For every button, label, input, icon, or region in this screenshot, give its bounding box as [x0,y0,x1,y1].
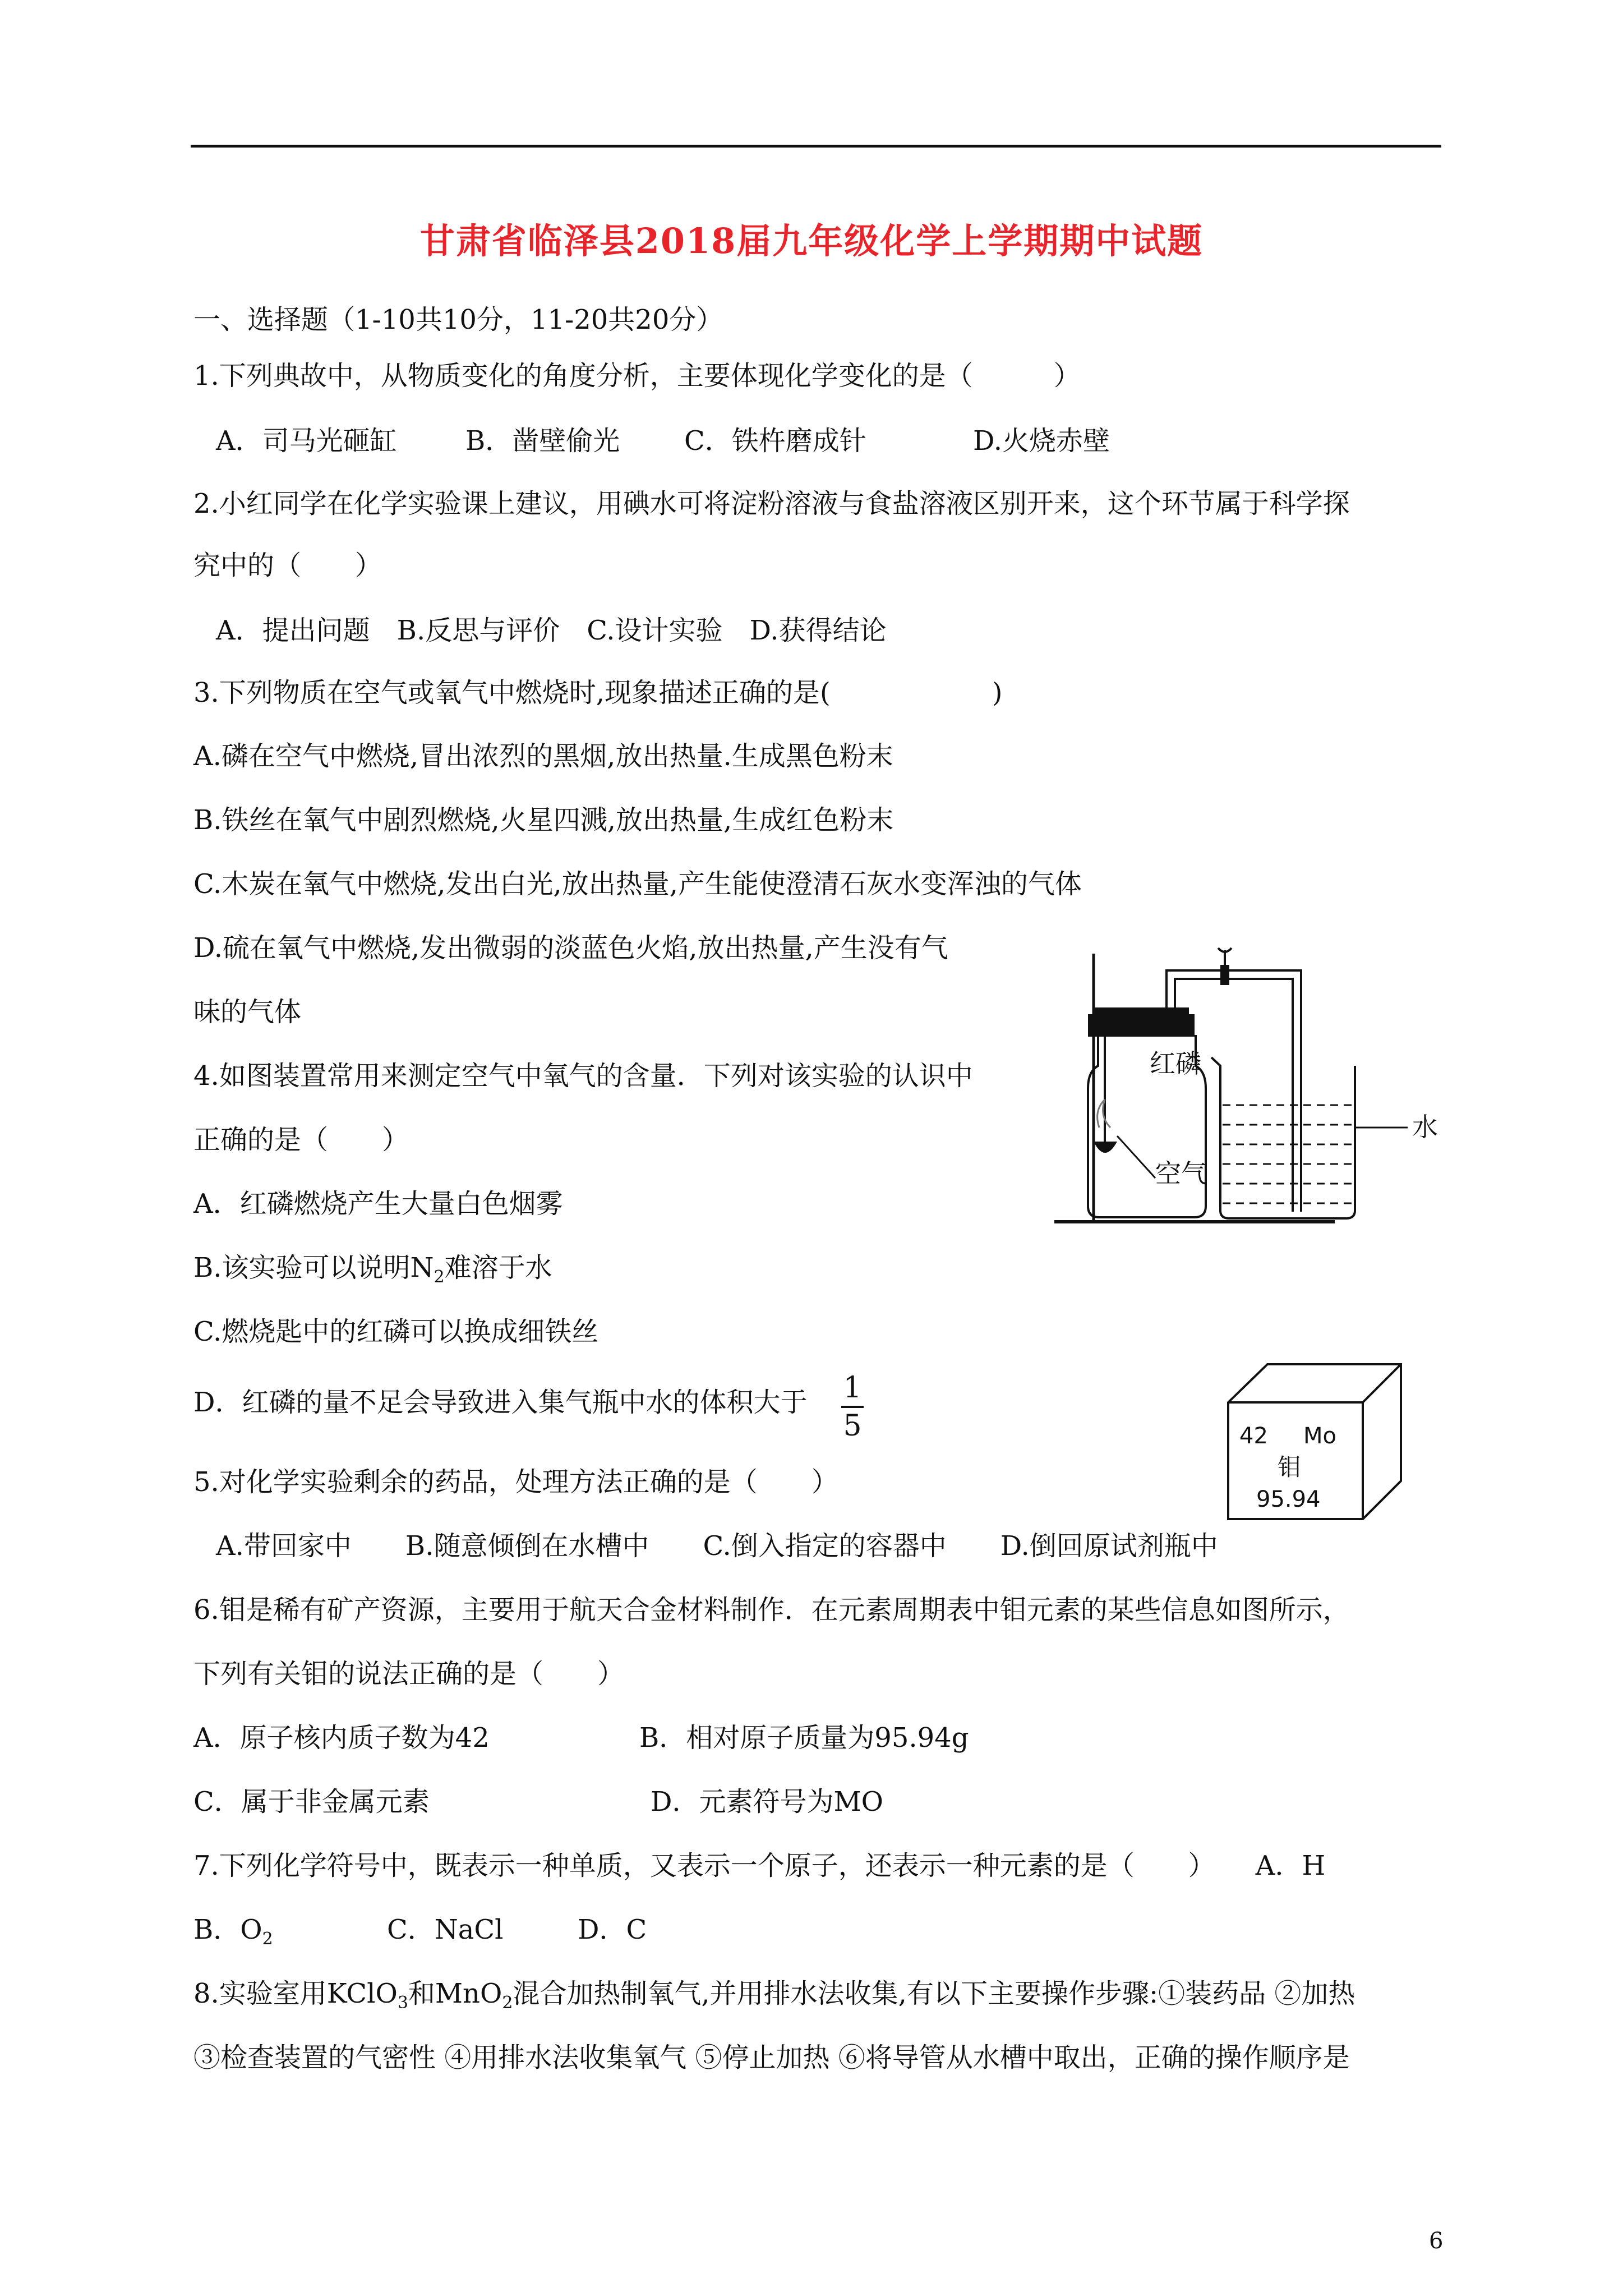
q1-stem: 1.下列典故中，从物质变化的角度分析，主要体现化学变化的是（ ） [193,360,1081,392]
q1-option-d: D.火烧赤壁 [973,425,1110,457]
fraction-denominator: 5 [843,1409,862,1443]
fraction-one-fifth [841,1372,864,1442]
q1-option-b: B．凿壁偷光 [465,425,620,457]
q3-option-c: C.木炭在氧气中燃烧,发出白光,放出热量,产生能使澄清石灰水变浑浊的气体 [193,868,1082,900]
q3-option-d-line1: D.硫在氧气中燃烧,发出微弱的淡蓝色火焰,放出热量,产生没有气 [193,932,948,964]
q3-option-b: B.铁丝在氧气中剧烈燃烧,火星四溅,放出热量,生成红色粉末 [193,804,894,836]
q1-option-c: C．铁杵磨成针 [684,425,866,457]
q8-stem-line1: 8.实验室用KClO$_3$和MnO$_2$混合加热制氧气,并用排水法收集,有以下主要操作步骤:①装药品 ②加热 [193,1978,1355,2013]
q2-options: A．提出问题 B.反思与评价 C.设计实验 D.获得结论 [216,615,887,646]
q3-option-d-line2: 味的气体 [193,996,302,1028]
header-rule [191,145,1441,148]
q2-stem-line1: 2.小红同学在化学实验课上建议，用碘水可将淀粉溶液与食盐溶液区别开来，这个环节属于科学探 [193,488,1350,519]
q7-option-b: B．$O_2$ [193,1914,273,1949]
q7-option-c: C．NaCl [387,1914,504,1945]
q3-stem: 3.下列物质在空气或氧气中燃烧时,现象描述正确的是( ) [193,677,1003,708]
q7-stem: 7.下列化学符号中，既表示一种单质，又表示一个原子，还表示一种元素的是（ ） A．H [193,1850,1326,1881]
q7-option-d: D．C [578,1914,647,1945]
molybdenum-element-card [1223,1358,1408,1526]
q4-option-c: C.燃烧匙中的红磷可以换成细铁丝 [193,1316,599,1347]
oxygen-measurement-apparatus [1054,942,1458,1234]
q5-stem: 5.对化学实验剩余的药品，处理方法正确的是（ ） [193,1466,838,1498]
fraction-numerator: 1 [843,1371,862,1405]
q4-stem-line2: 正确的是（ ） [193,1124,409,1156]
q6-option-a: A．原子核内质子数为42 [193,1722,490,1754]
q6-option-b: B．相对原子质量为95.94g [639,1722,969,1754]
label-water: 水 [1412,1112,1438,1142]
label-air: 空气 [1155,1158,1207,1189]
q8-stem-line2: ③检查装置的气密性 ④用排水法收集氧气 ⑤停止加热 ⑥将导管从水槽中取出，正确的操作顺序是 [193,2042,1350,2073]
section-heading: 一、选择题（1-10共10分，11-20共20分） [193,304,723,335]
element-name: 钼 [1278,1453,1302,1481]
q4-option-b: B.该实验可以说明$N_2$难溶于水 [193,1252,552,1287]
q4-option-d: D．红磷的量不足会导致进入集气瓶中水的体积大于 [193,1387,808,1418]
q6-option-d: D．元素符号为MO [651,1786,883,1818]
q4-option-a: A．红磷燃烧产生大量白色烟雾 [193,1188,563,1220]
q2-stem-line2: 究中的（ ） [193,550,382,581]
q4-stem-line1: 4.如图装置常用来测定空气中氧气的含量．下列对该实验的认识中 [193,1060,973,1092]
page-number: 6 [1429,2228,1444,2254]
element-atomic-mass: 95.94 [1256,1487,1321,1512]
q6-option-c: C．属于非金属元素 [193,1786,430,1818]
q3-option-a: A.磷在空气中燃烧,冒出浓烈的黑烟,放出热量.生成黑色粉末 [193,740,893,772]
label-red-phosphorus: 红磷 [1150,1048,1201,1079]
q6-stem-line2: 下列有关钼的说法正确的是（ ） [193,1658,625,1690]
element-symbol: Mo [1303,1423,1336,1449]
page-title: 甘肃省临泽县2018届九年级化学上学期期中试题 [419,220,1204,261]
element-atomic-number: 42 [1239,1423,1268,1449]
q5-options: A.带回家中 B.随意倾倒在水槽中 C.倒入指定的容器中 D.倒回原试剂瓶中 [216,1530,1218,1562]
q1-option-a: A．司马光砸缸 [216,425,397,457]
q6-stem-line1: 6.钼是稀有矿产资源，主要用于航天合金材料制作．在元素周期表中钼元素的某些信息如图所示， [193,1594,1350,1626]
